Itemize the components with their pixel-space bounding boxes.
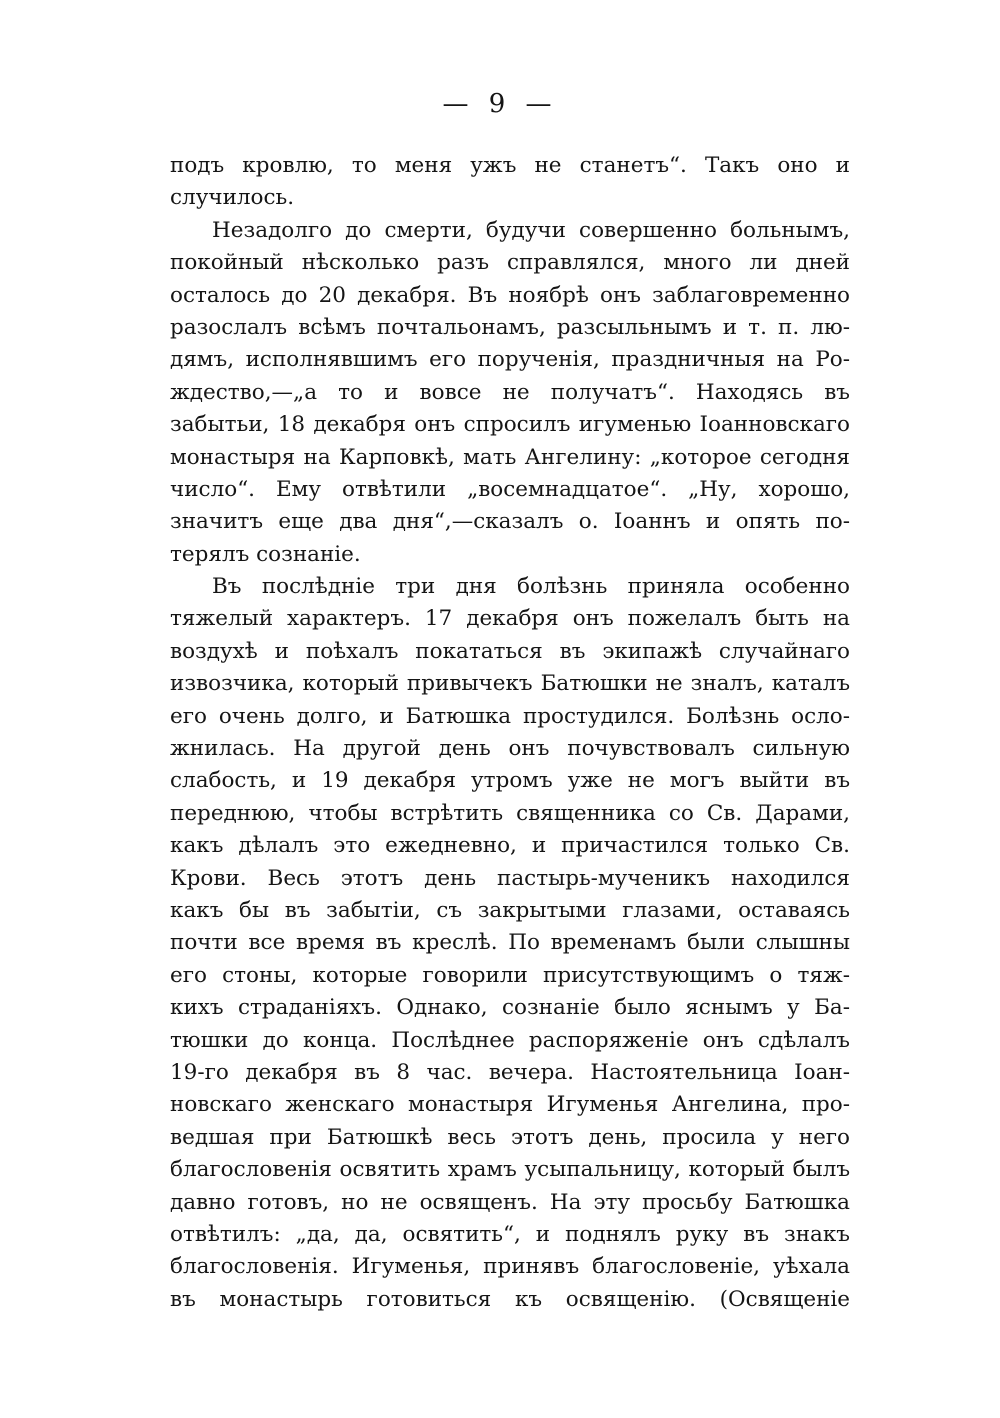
text-line: давно готовъ, но не освященъ. На эту просьбу Батюшка — [170, 1189, 850, 1215]
text-line: какъ дѣлалъ это ежедневно, и причастился только Св. — [170, 833, 850, 859]
text-line: благословенія освятить храмъ усыпальницу, который былъ — [170, 1157, 850, 1183]
text-line: тяжелый характеръ. 17 декабря онъ пожелалъ быть на — [170, 606, 850, 632]
text-line: 19-го декабря въ 8 час. вечера. Настоятельница Іоан- — [170, 1059, 850, 1085]
text-line: терялъ сознаніе. — [170, 541, 361, 567]
text-line: покойный нѣсколько разъ справлялся, много ли дней — [170, 250, 850, 276]
text-line: монастыря на Карповкѣ, мать Ангелину: „которое сегодня — [170, 444, 850, 470]
text-line: его очень долго, и Батюшка простудился. Болѣзнь осло- — [170, 703, 850, 729]
text-line: жнилась. На другой день онъ почувствовалъ сильную — [170, 736, 850, 762]
text-line: какъ бы въ забытіи, съ закрытыми глазами, оставаясь — [170, 897, 850, 923]
text-line: воздухѣ и поѣхалъ покататься въ экипажѣ случайнаго — [170, 638, 850, 664]
text-line: благословенія. Игуменья, принявъ благословеніе, уѣхала — [170, 1254, 850, 1280]
text-line: осталось до 20 декабря. Въ ноябрѣ онъ заблаговременно — [170, 282, 850, 308]
text-line: подъ кровлю, то меня ужъ не станетъ“. Такъ оно и — [170, 153, 850, 178]
text-line: отвѣтилъ: „да, да, освятить“, и поднялъ руку въ знакъ — [170, 1221, 850, 1247]
text-line: тюшки до конца. Послѣднее распоряженіе онъ сдѣлалъ — [170, 1027, 850, 1053]
text-line: Въ послѣдніе три дня болѣзнь приняла особенно — [212, 574, 850, 600]
text-line: кихъ страданіяхъ. Однако, сознаніе было яснымъ у Ба- — [170, 995, 850, 1021]
page-number: — 9 — — [442, 89, 558, 119]
text-line: въ монастырь готовиться къ освященію. (Освященіе — [170, 1286, 850, 1312]
text-line: значитъ еще два дня“,—сказалъ о. Іоаннъ и опять по- — [170, 509, 850, 535]
text-line: переднюю, чтобы встрѣтить священника со Св. Дарами, — [170, 800, 850, 826]
text-line: случилось. — [170, 185, 295, 211]
text-line: забытьи, 18 декабря онъ спросилъ игуменью Іоанновскаго — [170, 412, 850, 438]
text-line: его стоны, которые говорили присутствующимъ о тяж- — [170, 962, 850, 988]
text-line: дямъ, исполнявшимъ его порученія, праздничныя на Ро- — [170, 347, 850, 373]
text-line: число“. Ему отвѣтили „восемнадцатое“. „Ну, хорошо, — [170, 476, 850, 502]
text-line: новскаго женскаго монастыря Игуменья Ангелина, про- — [170, 1092, 850, 1118]
text-line: извозчика, который привычекъ Батюшки не зналъ, каталъ — [170, 671, 850, 697]
text-line: Крови. Весь этотъ день пастырь-мученикъ находился — [170, 865, 850, 891]
text-line: слабость, и 19 декабря утромъ уже не могъ выйти въ — [170, 768, 850, 794]
body-text — [170, 150, 850, 1316]
text-line: Незадолго до смерти, будучи совершенно больнымъ, — [212, 217, 850, 243]
text-line: ждество,—„а то и вовсе не получатъ“. Находясь въ — [170, 379, 850, 405]
text-line: разослалъ всѣмъ почтальонамъ, разсыльнымъ и т. п. лю- — [170, 314, 850, 340]
text-line: ведшая при Батюшкѣ весь этотъ день, просила у него — [170, 1124, 850, 1150]
text-line: почти все время въ креслѣ. По временамъ были слышны — [170, 930, 850, 956]
